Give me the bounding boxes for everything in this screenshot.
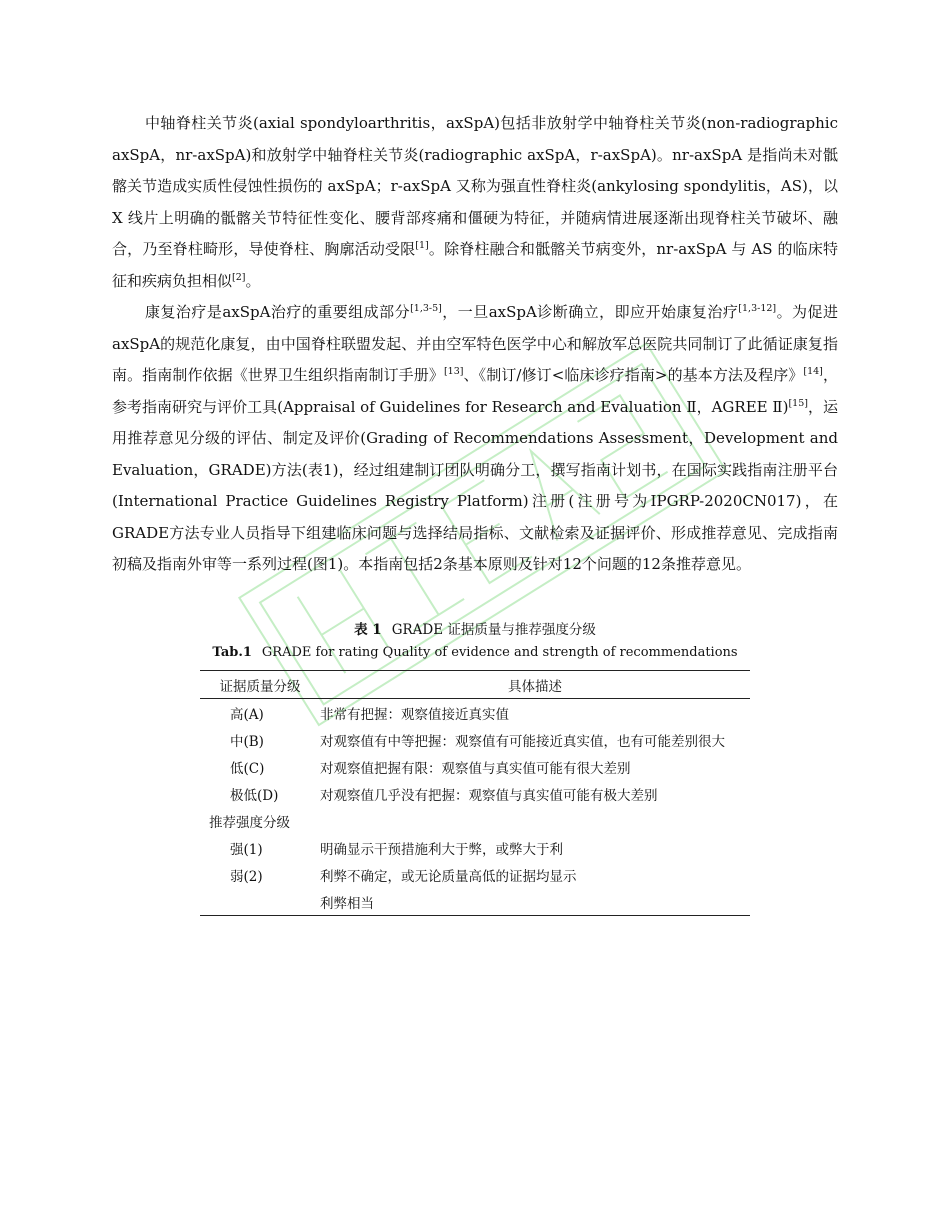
table-row	[200, 861, 750, 888]
paragraph-method: 康复治疗是axSpA治疗的重要组成部分[1,3-5]，一旦axSpA诊断确立，即应开始康复治疗[1,3-12]。为促进axSpA的规范化康复，由中国脊柱联盟发起、并由空军特色医学中心和解放军总医院共同制订了此循证康复指南。指南制作依据《世界卫生组织指南制订手册》[13]、《制订/修订<临床诊疗指南>的基本方法及程序》[14]，参考指南研究与评价工具(Appraisal of Guidelines for Research and Evaluation Ⅱ，AGREE Ⅱ)[15]，运用推荐意见分级的评估、制定及评价(Grading of Recommendations Assessment，Development and Evaluation，GRADE)方法(表1)，经过组建制订团队明确分工，撰写指南计划书，在国际实践指南注册平台(International Practice Guidelines Registry Platform)注册(注册号为IPGRP-2020CN017)，在GRADE方法专业人员指导下组建临床问题与选择结局指标、文献检索及证据评价、形成推荐意见、完成指南初稿及指南外审等一系列过程(图1)。本指南包括2条基本原则及针对12个问题的12条推荐意见。	[112, 303, 838, 573]
citation: [1,3-12]	[738, 303, 777, 314]
citation: [13]	[443, 366, 464, 377]
paragraph-intro: 中轴脊柱关节炎(axial spondyloarthritis，axSpA)包括非放射学中轴脊柱关节炎(non-radiographic axSpA，nr-axSpA)和放射学中轴脊柱关节炎(radiographic axSpA，r-axSpA)。nr-axSpA 是指尚未对骶髂关节造成实质性侵蚀性损伤的 axSpA；r-axSpA 又称为强直性脊柱炎(ankylosing spondylitis，AS)，以 X 线片上明确的骶髂关节特征性变化、腰背部疼痛和僵硬为特征，并随病情进展逐渐出现脊柱关节破坏、融合，乃至脊柱畸形，导使脊柱、胸廓活动受限[1]。除脊柱融合和骶髂关节病变外，nr-axSpA 与 AS 的临床特征和疾病负担相似[2]。	[112, 114, 838, 290]
grade-level	[200, 888, 320, 916]
column-header: 证据质量分级	[200, 671, 320, 699]
body-text	[112, 108, 838, 581]
grade-level: 中(B)	[230, 733, 264, 750]
table-row	[200, 780, 750, 807]
group-heading: 推荐强度分级	[209, 814, 290, 831]
table-header-row	[200, 671, 750, 699]
table-row	[200, 753, 750, 780]
grade-level: 弱(2)	[230, 868, 263, 885]
grade-description: 对观察值有中等把握：观察值有可能接近真实值，也有可能差别很大	[320, 733, 725, 750]
column-header: 具体描述	[320, 671, 750, 699]
grade-description: 明确显示干预措施利大于弊，或弊大于利	[320, 841, 563, 858]
citation: [14]	[803, 366, 823, 377]
grade-description: 对观察值几乎没有把握：观察值与真实值可能有极大差别	[320, 787, 658, 804]
table-row	[200, 888, 750, 916]
citation: [15]	[788, 397, 808, 409]
citation: [1]	[415, 240, 429, 251]
table-caption-zh: 表 1 GRADE 证据质量与推荐强度分级	[354, 622, 596, 638]
table-row	[200, 699, 750, 727]
table-row	[200, 726, 750, 753]
citation: [1,3-5]	[410, 303, 442, 314]
grade-level: 强(1)	[230, 841, 263, 858]
table-row	[200, 834, 750, 861]
grade-level: 高(A)	[230, 706, 264, 723]
grade-level: 极低(D)	[230, 787, 279, 804]
grade-description: 利弊相当	[320, 888, 750, 916]
grade-description: 非常有把握：观察值接近真实值	[320, 706, 509, 723]
grade-description: 利弊不确定，或无论质量高低的证据均显示	[320, 868, 577, 885]
grade-level: 低(C)	[230, 760, 265, 777]
citation: [2]	[232, 271, 246, 283]
table-group-row	[200, 807, 750, 834]
grade-description: 对观察值把握有限：观察值与真实值可能有很大差别	[320, 760, 631, 777]
table-caption-en: Tab.1 GRADE for rating Quality of evidence and strength of recommendations	[212, 645, 738, 660]
grade-table	[200, 670, 750, 916]
